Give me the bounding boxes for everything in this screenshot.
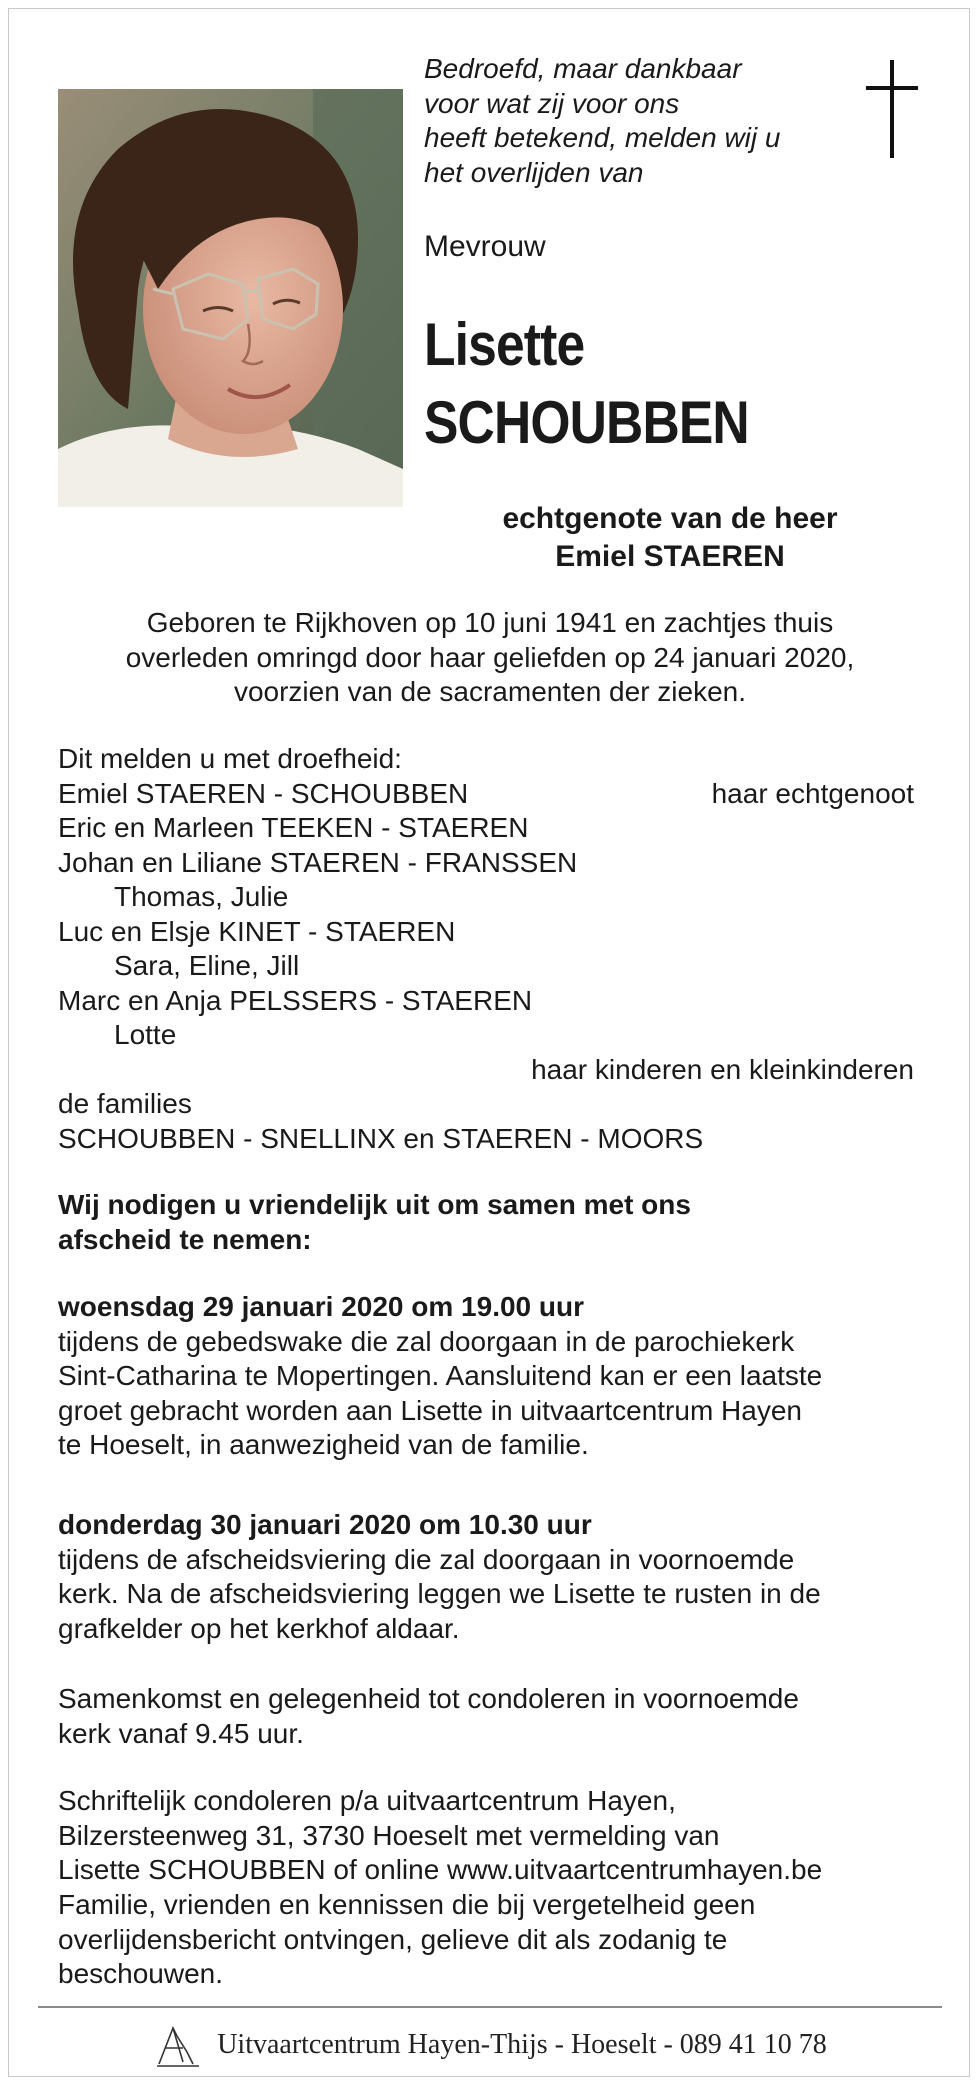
list-item: Marc en Anja PELSSERS - STAEREN <box>58 984 533 1016</box>
notice-line: overlijdensbericht ontvingen, gelieve dit als zodanig te <box>58 1923 728 1955</box>
funeral-home-logo-icon <box>153 2022 203 2068</box>
list-item: Eric en Marleen TEEKEN - STAEREN <box>58 812 529 843</box>
notice-line: Familie, vrienden en kennissen die bij vergetelheid geen <box>58 1889 756 1920</box>
intro-line: voor wat zij voor ons <box>424 87 680 119</box>
list-item: Sara, Eline, Jill <box>114 950 300 981</box>
mourner-name: Emiel STAEREN - SCHOUBBEN <box>58 777 469 809</box>
list-item: Johan en Liliane STAEREN - FRANSSEN <box>58 846 578 878</box>
list-item: SCHOUBBEN - SNELLINX en STAEREN - MOORS <box>58 1122 704 1154</box>
notice-line: beschouwen. <box>58 1958 224 1989</box>
funeral-line: tijdens de afscheidsviering die zal doorgaan in voornoemde <box>58 1543 795 1575</box>
wake-line: Sint-Catharina te Mopertingen. Aansluitend kan er een laatste <box>58 1360 823 1391</box>
mourner-relation: haar echtgenoot <box>711 777 914 809</box>
notice-text <box>58 1888 928 1992</box>
last-name: SCHOUBBEN <box>424 389 749 456</box>
condolence-line: kerk vanaf 9.45 uur. <box>58 1717 304 1749</box>
wake-line: groet gebracht worden aan Lisette in uitvaartcentrum Hayen <box>58 1394 802 1426</box>
birth-death-text <box>40 606 940 710</box>
list-item: Luc en Elsje KINET - STAEREN <box>58 915 456 947</box>
birth-line: voorzien van de sacramenten der zieken. <box>233 676 747 707</box>
list-item: Thomas, Julie <box>114 881 289 912</box>
portrait-photo <box>58 89 403 507</box>
intro-line: Bedroefd, maar dankbaar <box>424 53 742 84</box>
wake-line: te Hoeselt, in aanwezigheid van de familie. <box>58 1429 589 1460</box>
title-prefix: Mevrouw <box>424 230 546 263</box>
condolence-line: Samenkomst en gelegenheid tot condoleren in voornoemde <box>58 1683 799 1714</box>
written-line: Lisette SCHOUBBEN of online www.uitvaartcentrumhayen.be <box>58 1854 823 1885</box>
written-line: Bilzersteenweg 31, 3730 Hoeselt met vermelding van <box>58 1819 720 1851</box>
list-item: de families <box>58 1088 192 1119</box>
list-item <box>58 777 938 812</box>
footer-text: Uitvaartcentrum Hayen-Thijs - Hoeselt - 089 41 10 78 <box>217 2029 827 2060</box>
written-line: Schriftelijk condoleren p/a uitvaartcentrum Hayen, <box>58 1785 676 1816</box>
spouse-name: Emiel STAEREN <box>555 540 785 573</box>
intro-text <box>424 52 844 190</box>
wake-line: tijdens de gebedswake die zal doorgaan in de parochiekerk <box>58 1325 795 1357</box>
footer <box>0 2020 980 2070</box>
written-condolence <box>58 1784 928 1888</box>
intro-line: het overlijden van <box>424 156 644 188</box>
wake-section <box>58 1290 928 1463</box>
list-item: Lotte <box>114 1019 177 1050</box>
funeral-section <box>58 1508 928 1646</box>
funeral-date: donderdag 30 januari 2020 om 10.30 uur <box>58 1509 592 1540</box>
invitation-text <box>58 1188 918 1257</box>
birth-line: overleden omringd door haar geliefden op 24 januari 2020, <box>125 641 855 673</box>
funeral-line: kerk. Na de afscheidsviering leggen we Lisette te rusten in de <box>58 1578 821 1609</box>
invite-line: Wij nodigen u vriendelijk uit om samen met ons <box>58 1189 691 1220</box>
mourner-relation: haar kinderen en kleinkinderen <box>531 1053 914 1085</box>
wake-date: woensdag 29 januari 2020 om 19.00 uur <box>58 1291 584 1322</box>
birth-line: Geboren te Rijkhoven op 10 juni 1941 en zachtjes thuis <box>146 607 834 638</box>
mourners-intro: Dit melden u met droefheid: <box>58 743 402 774</box>
invite-line: afscheid te nemen: <box>58 1223 312 1255</box>
first-name: Lisette <box>424 311 585 378</box>
funeral-line: grafkelder op het kerkhof aldaar. <box>58 1612 460 1644</box>
spouse-label: echtgenote van de heer <box>502 502 838 535</box>
intro-line: heeft betekend, melden wij u <box>424 122 781 153</box>
cross-icon <box>862 60 922 160</box>
divider <box>38 2006 942 2008</box>
condolence-meeting <box>58 1682 928 1751</box>
mourners-list <box>58 742 938 1156</box>
